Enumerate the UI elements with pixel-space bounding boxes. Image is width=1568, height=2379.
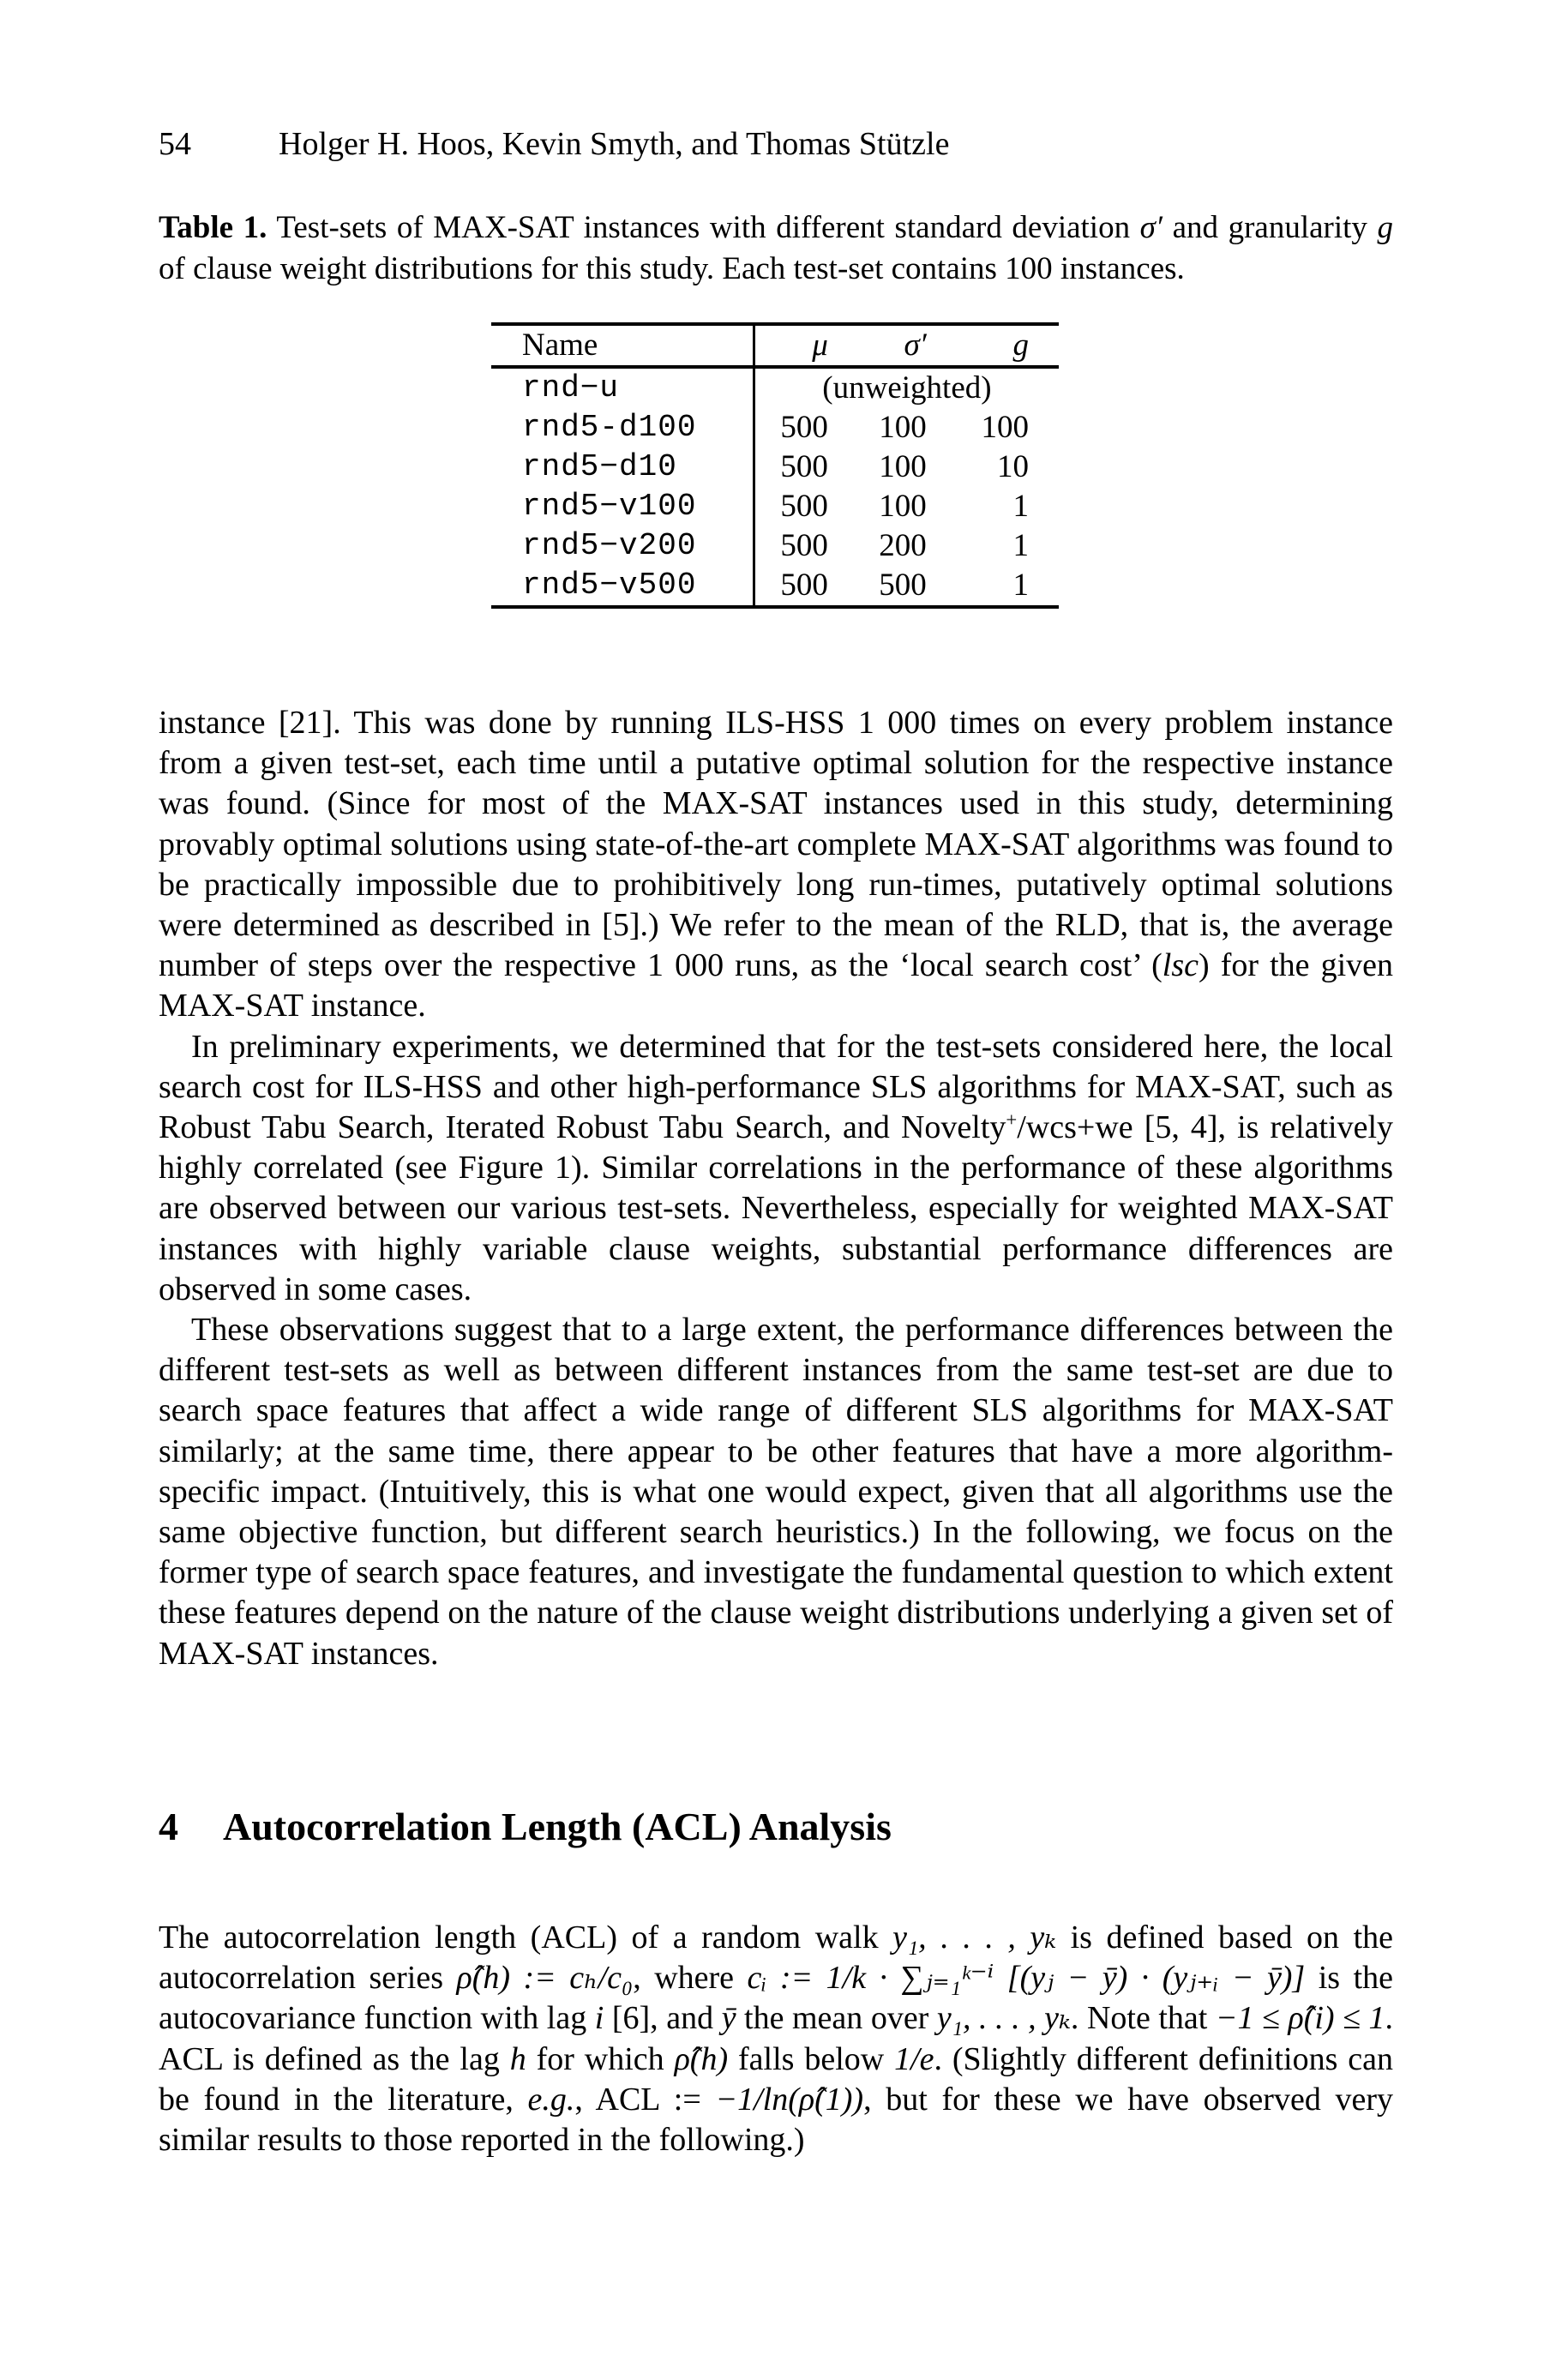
running-head [159,124,949,164]
math-i: i [594,2000,604,2037]
cell-sigma: 200 [879,528,927,563]
math-sigma: σ′ [1139,210,1163,245]
paragraph-text: /wcs+we [5, 4], is relatively highly correlated (see Figure 1). Similar correlations in the performance of these algorithms are observed between our various test-sets. Nevertheless, especially for weighted MAX-SAT instances with highly variable clause weights, substantial performance differences are observed in some cases. [159,1109,1393,1307]
table-row [491,526,1059,566]
table-header-row [491,324,1059,367]
cell-sigma: 500 [828,566,927,607]
math-h: h [509,2040,526,2077]
paragraph-acl-definition [159,1918,1393,2160]
cell-mu: 500 [780,489,828,524]
table-row [491,487,1059,526]
paragraph-3: These observations suggest that to a large extent, the performance differences between the different test-sets as well as between different instances from the same test-set are due to search space features that affect a wide range of different SLS algorithms for MAX-SAT similarly; at the same time, there appear to be other features that have a more algorithm-specific impact. (Intuitively, this is what one would expect, given that all algorithms use the same objective function, but different search heuristics.) In the following, we focus on the former type of search space features, and investigate the fundamental question to which extent these features depend on the nature of the clause weight distributions underlying a given set of MAX-SAT instances. [159,1312,1393,1672]
paragraph-text: is defined based on the autocorrelation series [159,1919,1393,1997]
cell-sigma: 100 [879,489,927,524]
cell-mu: 500 [780,528,828,563]
paragraph-1 [159,703,1393,1027]
table-row [491,566,1059,607]
paragraph-text: . Note that [1070,2000,1216,2037]
body-text [159,703,1393,1674]
math-walk: y₁, . . . , yₖ [892,1919,1057,1955]
column-header-name: Name [491,324,754,367]
paragraph-text: , where [633,1960,748,1997]
column-header-sigma: σ′ [828,324,927,367]
cell-g: 1 [1012,489,1029,524]
table-row [491,367,1059,408]
paragraph-2 [159,1027,1393,1310]
section-heading [159,1803,892,1851]
section-number: 4 [159,1805,178,1848]
paragraph-text: [6], and [604,2000,722,2037]
math-rho-bounds: −1 ≤ ρ̂(i) ≤ 1 [1215,2000,1385,2037]
section-body-text [159,1918,1393,2160]
paragraph-text: , but for these we have observed very similar results to those reported in the following.) [159,2081,1394,2159]
cell-name: rnd5−v200 [491,526,754,566]
cell-mu: 500 [780,449,828,484]
cell-mu: 500 [780,410,828,445]
cell-g: 1 [927,566,1059,607]
math-g: g [1377,210,1394,245]
table-caption-text: Test-sets of MAX-SAT instances with different standard deviation [276,210,1140,245]
math-rho-h: ρ̂(h) [674,2040,729,2077]
paragraph-text: In preliminary experiments, we determined that for the test-sets considered here, the local search cost for ILS-HSS and other high-performance SLS algorithms for MAX-SAT, such as Robust Tabu Search, Iterated Robust Tabu Search, and Novelty [159,1028,1393,1146]
cell-name: rnd5-d100 [491,408,754,448]
math-autocorrelation-series: ρ̂(h) := cₕ/c₀ [456,1960,634,1997]
paragraph-text: . (Slightly different definitions can be found in the literature, [159,2040,1393,2118]
cell-g: 10 [997,449,1029,484]
cell-name: rnd−u [491,367,754,408]
section-title: Autocorrelation Length (ACL) Analysis [223,1805,892,1848]
column-header-g: g [927,324,1059,367]
table-caption-text: and granularity [1162,210,1378,245]
cell-g: 1 [1012,528,1029,563]
cell-name: rnd5−v500 [491,566,754,607]
table-caption-label: Table 1. [159,210,267,245]
math-acl-alt: −1/ln(ρ̂(1)) [715,2081,864,2118]
table-caption [159,207,1393,290]
paragraph-text: the mean over [736,2000,937,2037]
text-eg: e.g. [527,2081,575,2118]
cell-sigma: 100 [879,410,927,445]
running-head-authors: Holger H. Hoos, Kevin Smyth, and Thomas Stützle [279,126,950,162]
superscript-plus: + [1006,1108,1018,1131]
math-ybar: ȳ [721,2000,736,2037]
math-walk: y₁, . . . , yₖ [936,2000,1071,2037]
cell-name: rnd5−d10 [491,448,754,487]
cell-g: 100 [981,410,1029,445]
paragraph-text: ) for the given MAX-SAT instance. [159,947,1394,1024]
paragraph-text: is the autocovariance function with lag [159,1960,1393,2037]
paragraph-text: falls below [728,2040,895,2077]
paragraph-text: , ACL := [574,2081,716,2118]
cell-unweighted: (unweighted) [754,367,1059,408]
table-caption-text: of clause weight distributions for this study. Each test-set contains 100 instances. [159,251,1185,286]
cell-name: rnd5−v100 [491,487,754,526]
paragraph-text: The autocorrelation length (ACL) of a random walk [159,1919,893,1955]
paragraph-text: . ACL is defined as the lag [159,2000,1393,2077]
math-autocovariance: cᵢ := 1/k · ∑ⱼ₌₁ᵏ⁻ⁱ [(yⱼ − ȳ) · (yⱼ₊ᵢ − ȳ)] [747,1960,1306,1997]
page-number: 54 [159,126,191,162]
math-lsc: lsc [1162,947,1199,984]
table-row [491,448,1059,487]
column-header-mu: μ [754,324,827,367]
paragraph-text: for which [526,2040,675,2077]
cell-sigma: 100 [879,449,927,484]
test-sets-table [491,322,1059,609]
table-row [491,408,1059,448]
cell-mu: 500 [754,566,827,607]
paragraph-text: instance [21]. This was done by running ILS-HSS 1 000 times on every problem instance from a given test-set, each time until a putative optimal solution for the respective instance was found. (Since for most of the MAX-SAT instances used in this study, determining provably optimal solutions using state-of-the-art complete MAX-SAT algorithms was found to be practically impossible due to prohibitively long run-times, putatively optimal solutions were determined as described in [5].) We refer to the mean of the RLD, that is, the average number of steps over the respective 1 000 runs, as the ‘local search cost’ ( [159,705,1393,984]
math-one-over-e: 1/e [894,2040,934,2077]
